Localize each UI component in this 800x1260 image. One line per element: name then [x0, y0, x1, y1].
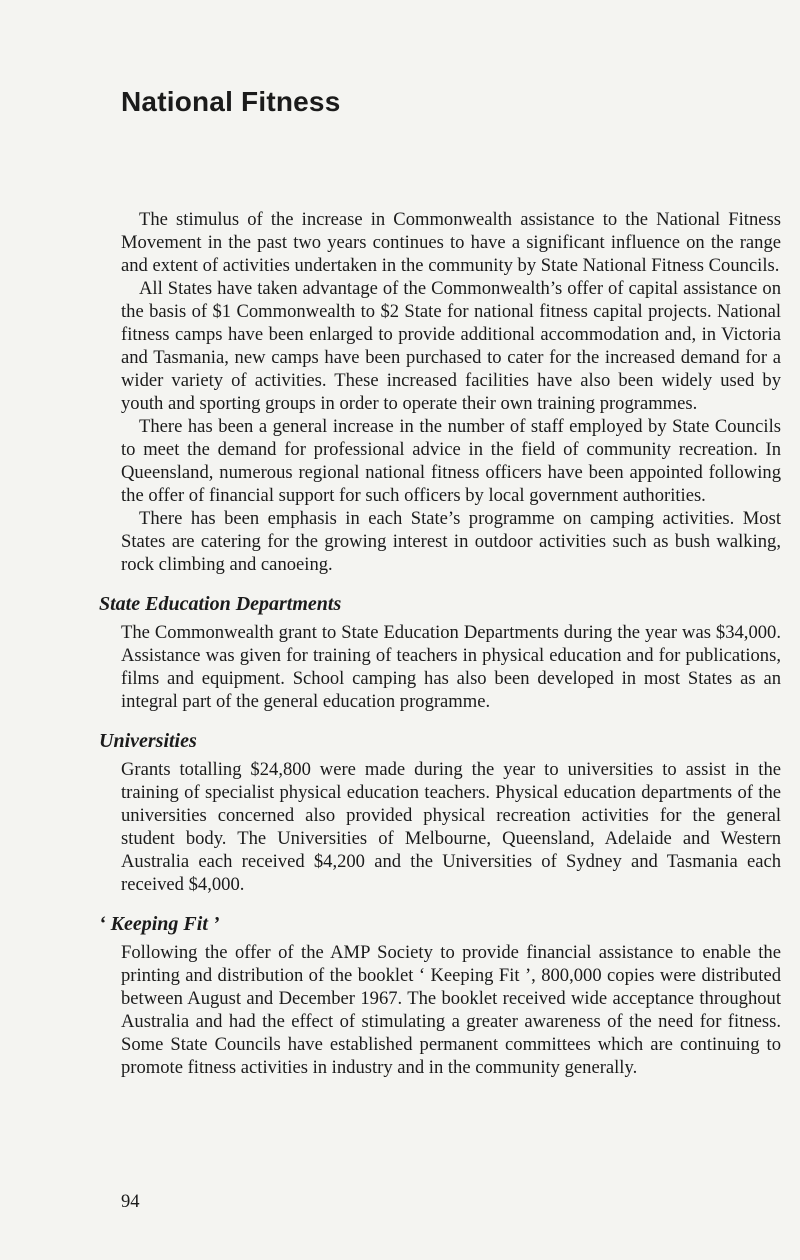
intro-paragraph: There has been a general increase in the number of staff employed by State Councils to meet the demand for professional advice in the field of community recreation. In Queensland, numerous regional national fitness officers have been appointed following the offer of financial support for such officers by local government authorities.: [121, 416, 781, 506]
section-universities: [99, 730, 781, 896]
section-heading: Universities: [99, 730, 197, 752]
section-state-education: [99, 593, 781, 713]
section-keeping-fit: [99, 913, 781, 1079]
intro-paragraph: There has been emphasis in each State’s programme on camping activities. Most States are catering for the growing interest in outdoor activities such as bush walking, rock climbing and canoeing.: [121, 508, 781, 575]
section-body: Following the offer of the AMP Society to provide financial assistance to enable the printing and distribution of the booklet ‘ Keeping Fit ’, 800,000 copies were distributed between August and December 1967. The booklet received wide acceptance throughout Australia and had the effect of stimulating a greater awareness of the need for fitness. Some State Councils have established permanent committees which are continuing to promote fitness activities in industry and in the community generally.: [121, 942, 781, 1078]
page-number: 94: [121, 1191, 140, 1212]
intro-paragraph: The stimulus of the increase in Commonwealth assistance to the National Fitness Movement in the past two years continues to have a significant influence on the range and extent of activities undertaken in the community by State National Fitness Councils.: [121, 209, 781, 276]
section-body: Grants totalling $24,800 were made during the year to universities to assist in the training of specialist physical education teachers. Physical education departments of the universities concerned also provided physical recreation activities for the general student body. The Universities of Melbourne, Queensland, Adelaide and Western Australia each received $4,200 and the Universities of Sydney and Tasmania each received $4,000.: [121, 759, 781, 895]
document-body: [99, 208, 781, 1079]
intro-paragraph: All States have taken advantage of the Commonwealth’s offer of capital assistance on the basis of $1 Commonwealth to $2 State for national fitness capital projects. National fitness camps have been enlarged to provide additional accommodation and, in Victoria and Tasmania, new camps have been purchased to cater for the increased demand for a wider variety of activities. These increased facilities have also been widely used by youth and sporting groups in order to operate their own training programmes.: [121, 278, 781, 414]
page-title: National Fitness: [121, 86, 341, 117]
section-heading: ‘ Keeping Fit ’: [99, 913, 220, 935]
section-body: The Commonwealth grant to State Education Departments during the year was $34,000. Assistance was given for training of teachers in physical education and for publications, films and equipment. School camping has also been developed in most States as an integral part of the general education programme.: [121, 622, 781, 712]
section-heading: State Education Departments: [99, 593, 342, 615]
